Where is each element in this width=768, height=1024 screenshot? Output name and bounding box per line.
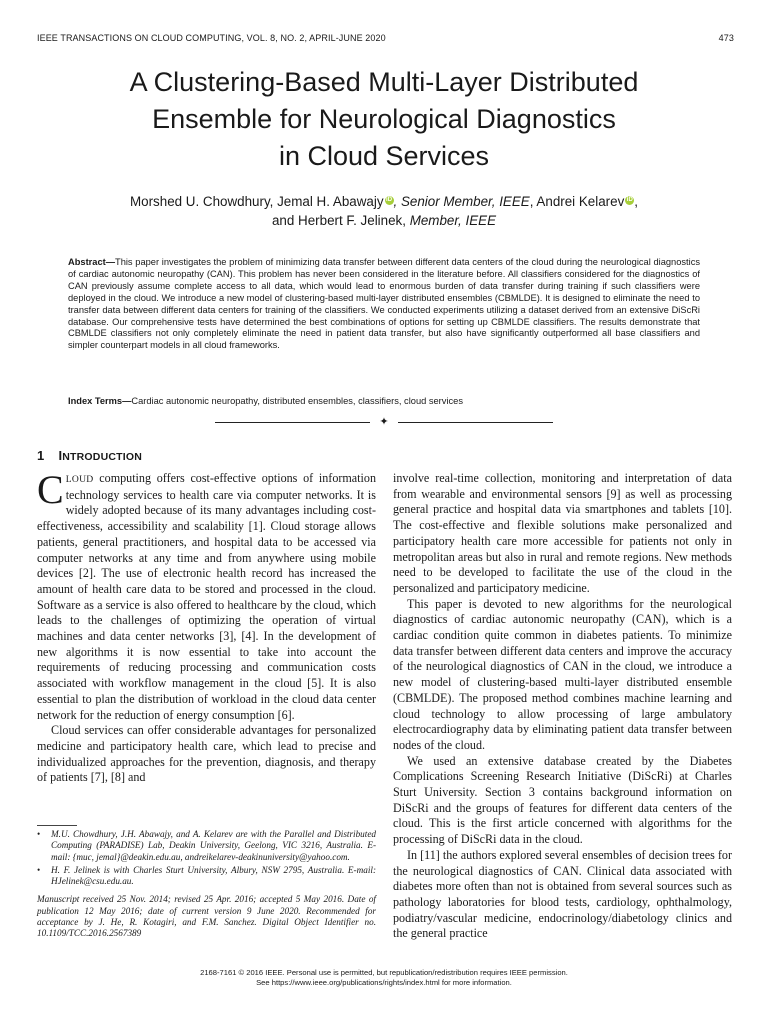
footnote-affiliation — [37, 865, 376, 888]
abstract-label: Abstract— — [68, 257, 116, 267]
title-line-1: A Clustering-Based Multi-Layer Distributed — [129, 67, 639, 97]
copyright-line-2: See https://www.ieee.org/publications/rights/index.html for more information. — [256, 977, 512, 987]
paragraph: Cloud services can offer considerable advantages for personalized medicine and participatory health care, which lead to precise and individualized approaches for the prevention, diagnosis, and therapy of patients [7], [8] and — [37, 723, 376, 785]
running-header — [37, 33, 734, 47]
copyright-line-1: 2168-7161 © 2016 IEEE. Personal use is permitted, but republication/redistribution requires IEEE permission. — [200, 968, 568, 977]
right-column — [393, 471, 732, 942]
paragraph: We used an extensive database created by the Diabetes Complications Screening Research Initiative (DiScRi) at Charles Sturt University. Section 3 contains background information on DiScRi and the groups of features for different data centers of the cloud. This is the first article concerned with algorithms for the processing of DiScRi data in the cloud. — [393, 753, 732, 847]
footnote-affiliation — [37, 829, 376, 863]
paragraph: This paper is devoted to new algorithms for the neurological diagnostics of cardiac autonomic neuropathy (CAN), which is a cardiac condition quite common in diabetes patients. To minimize data transfer between different data centers and improve the accuracy of the neurological diagnostics of CAN in the cloud, we introduce a new model of clustering-based multi-layer distributed ensemble (CBMLDE). The proposed method combines machine learning and cloud technology to allow processing of large ambulatory electrocardiography data by eliminating patient data transfer between nodes of the cloud. — [393, 596, 732, 752]
author-group-2: , Andrei Kelarev — [529, 194, 625, 209]
footnotes — [37, 829, 376, 940]
orcid-icon[interactable]: iD — [626, 197, 633, 203]
copyright-notice — [0, 968, 768, 987]
orcid-icon[interactable]: iD — [386, 197, 393, 203]
left-column — [37, 448, 376, 786]
section-heading — [37, 448, 376, 464]
author-group-3: and Herbert F. Jelinek, — [271, 213, 410, 228]
drop-cap-smallcaps: LOUD — [65, 474, 94, 485]
author-role-1: , Senior Member, IEEE — [393, 194, 530, 209]
bullet-icon: • — [37, 864, 41, 875]
section-title-rest: NTRODUCTION — [62, 451, 143, 463]
section-divider — [215, 416, 553, 428]
paragraph: In [11] the authors explored several ensembles of decision trees for the neurological diagnostics of CAN. Clinical data associated with diabetes more often than not is obtained from several sources such as pathology laboratories for blood tests, cardiology, ophthalmology, podiatry/vascular medicine, endocrinology/diabetology clinics and the general practice — [393, 847, 732, 941]
paper-title — [40, 64, 728, 175]
drop-cap: C — [37, 467, 64, 512]
divider-line-right — [398, 422, 553, 423]
page-number: 473 — [718, 33, 734, 43]
paragraph-text: computing offers cost-effective options of information technology services to health care via computer networks. It is widely adopted because of its many advantages including cost-effectiveness, accessibility and scalability [1]. Cloud storage allows patients, general practitioners, and hospital data to be accessed via computer networks at any time and from anywhere using mobile devices [2]. The use of electronic health record has increased the amount of health care data to be stored and processed in the cloud. Software as a service is also offered to healthcare by the cloud, which leads to the challenges of optimizing the operation of virtual machines and data center networks [3], [4]. In the development of new algorithms it is now essential to take into account the requirements of reducing processing and communication costs associated with workflow management in the cloud [5]. It is also essential to plan the distribution of workload in the cloud data center network for the reduction of energy consumption [6]. — [37, 471, 376, 722]
footnote-rule — [37, 825, 77, 826]
author-role-3: Member, IEEE — [409, 213, 497, 228]
section-number: 1 — [37, 448, 45, 463]
index-terms-text: Cardiac autonomic neuropathy, distributed ensembles, classifiers, cloud services — [131, 396, 463, 406]
abstract — [68, 257, 700, 352]
footnote-text: M.U. Chowdhury, J.H. Abawajy, and A. Kelarev are with the Parallel and Distributed Computing (PARADISE) Lab, Deakin University, Geelong, VIC 3216, Australia. E-mail: {muc, jemal}@deakin.edu.au, andreikelarev-deakinuniversity@yahoo.com. — [51, 829, 376, 862]
index-terms-label: Index Terms— — [68, 396, 132, 406]
section-title-initial: I — [58, 448, 63, 463]
journal-name: IEEE TRANSACTIONS ON CLOUD COMPUTING, VOL. 8, NO. 2, APRIL-JUNE 2020 — [37, 33, 386, 43]
bullet-icon: • — [37, 829, 41, 839]
divider-ornament-icon: ✦ — [379, 416, 389, 428]
manuscript-info: Manuscript received 25 Nov. 2014; revised 25 Apr. 2016; accepted 5 May 2016. Date of publication 12 May 2016; date of current version 9 June 2020. Recommended for acceptance by J. He, R. Kotagiri, and F.M. Sanchez. Digital Object Identifier no. 10.1109/TCC.2016.2567389 — [37, 894, 376, 939]
index-terms — [68, 395, 700, 407]
divider-line-left — [215, 422, 370, 423]
author-group-1: Morshed U. Chowdhury, Jemal H. Abawajy — [129, 194, 384, 209]
author-list: Morshed U. Chowdhury, Jemal H. Abawajy iD , Senior Member, IEEE, Andrei Kelarev iD , and Herbert F. Jelinek, Member, IEEE — [129, 194, 639, 228]
paragraph — [37, 467, 376, 723]
abstract-text: This paper investigates the problem of minimizing data transfer between different data centers of the cloud during the neurological diagnostics of cardiac autonomic neuropathy (CAN). This problem has never been considered in the literature before. All classifiers considered for the diagnostics of CAN previously assume complete access to all data, which would lead to enormous burden of data transfer during training if such classifiers were deployed in the cloud. We introduce a new model of clustering-based multi-layer distributed ensembles (CBMLDE). It is designed to eliminate the need to transfer data between different data centers for training of the classifiers. We conducted experiments utilizing a dataset derived from an extensive DiScRi database. Our comprehensive tests have determined the best combinations of options for setting up CBMLDE classifiers. The results demonstrate that CBMLDE classifiers not only completely eliminate the need in patient data transfer, but also have significantly outperformed all base classifiers and simpler counterpart models in all cloud frameworks. — [68, 257, 700, 351]
footnote-text: H. F. Jelinek is with Charles Sturt University, Albury, NSW 2795, Australia. E-mail: HJelinek@csu.edu.au. — [51, 864, 376, 887]
title-line-3: in Cloud Services — [278, 141, 490, 171]
title-line-2: Ensemble for Neurological Diagnostics — [152, 104, 616, 134]
paragraph: involve real-time collection, monitoring and interpretation of data from wearable and environmental sensors [9] as well as processing general practice and hospital data via smartphones and tablets [10]. The cost-effective and flexible solutions make personalized and participatory health care more accessible for patients not only in metropolitan areas but also in rural and remote regions. New methods need to be developed to facilitate the use of the cloud in the personalized and participatory medicine. — [393, 471, 732, 595]
